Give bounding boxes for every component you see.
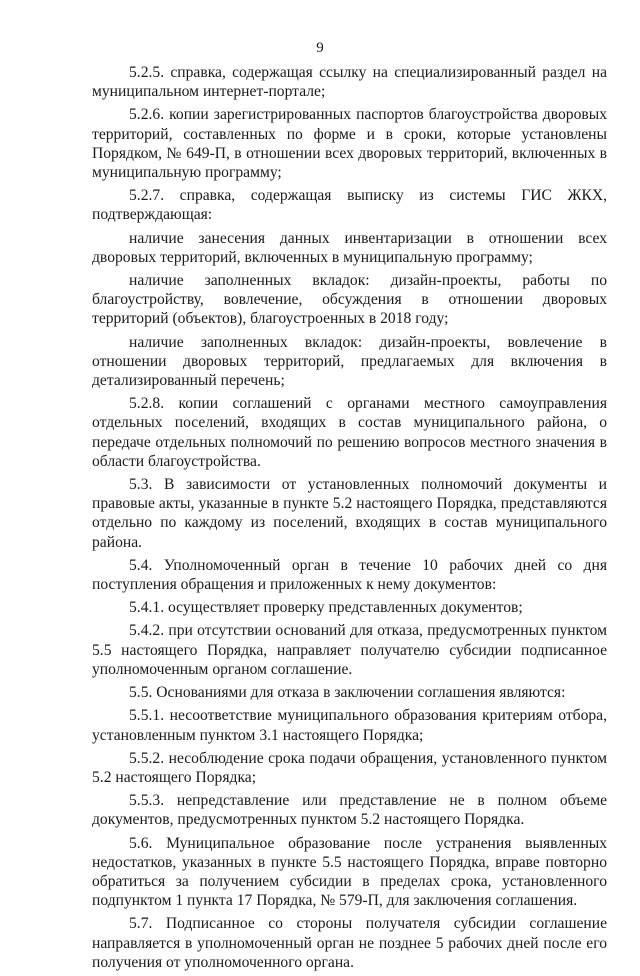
paragraph-5-2-6: 5.2.6. копии зарегистрированных паспортов благоустройства дворовых территорий, составленных по форме и в сроки, которые установлены Порядком, № 649-П, в отношении всех дворовых территорий, включенных в муниципальную программу; — [92, 106, 607, 182]
paragraph-5-2-8: 5.2.8. копии соглашений с органами местного самоуправления отдельных поселений, входящих в состав муниципального района, о передаче отдельных полномочий по решению вопросов местного значения в области благоустройства. — [92, 395, 607, 470]
paragraph-5-7: 5.7. Подписанное со стороны получателя субсидии соглашение направляется в уполномоченный орган не позднее 5 рабочих дней после его получения от уполномоченного органа. — [92, 915, 607, 971]
paragraph-5-3: 5.3. В зависимости от установленных полномочий документы и правовые акты, указанные в пункте 5.2 настоящего Порядка, представляются отдельно по каждому из поселений, входящих в состав муниципального района. — [92, 476, 607, 551]
paragraph-tabs-2018: наличие заполненных вкладок: дизайн-проекты, работы по благоустройству, вовлечение, обсуждения в отношении дворовых территорий (объектов), благоустроенных в 2018 году; — [92, 272, 607, 328]
paragraph-5-6: 5.6. Муниципальное образование после устранения выявленных недостатков, указанных в пункте 5.5 настоящего Порядка, вправе повторно обратиться за получением субсидии в пределах срока, установленного подпунктом 1 пункта 17 Порядка, № 579-П, для заключения соглашения. — [92, 834, 607, 910]
paragraph-5-4: 5.4. Уполномоченный орган в течение 10 рабочих дней со дня поступления обращения и приложенных к нему документов: — [92, 556, 607, 594]
paragraph-5-2-5: 5.2.5. справка, содержащая ссылку на специализированный раздел на муниципальном интернет-портале; — [92, 64, 607, 101]
paragraph-inventory-data: наличие занесения данных инвентаризации в отношении всех дворовых территорий, включенных в муниципальную программу; — [92, 229, 607, 266]
paragraph-5-4-2: 5.4.2. при отсутствии оснований для отказа, предусмотренных пунктом 5.5 настоящего Порядка, направляет получателю субсидии подписанное уполномоченным органом соглашение. — [92, 622, 607, 678]
page-number: 9 — [316, 40, 324, 56]
paragraph-5-4-1: 5.4.1. осуществляет проверку представленных документов; — [129, 599, 523, 617]
paragraph-tabs-detailed-list: наличие заполненных вкладок: дизайн-проекты, вовлечение в отношении дворовых территорий, предлагаемых для включения в детализированный перечень; — [92, 333, 607, 390]
paragraph-5-5-3: 5.5.3. непредставление или представление не в полном объеме документов, предусмотренных пунктом 5.2 настоящего Порядка. — [92, 792, 607, 829]
document-body — [92, 63, 607, 976]
paragraph-5-5-2: 5.5.2. несоблюдение срока подачи обращения, установленного пунктом 5.2 настоящего Порядка; — [92, 749, 607, 786]
paragraph-5-2-7: 5.2.7. справка, содержащая выписку из системы ГИС ЖКХ, подтверждающая: — [92, 187, 607, 224]
paragraph-5-5: 5.5. Основаниями для отказа в заключении соглашения являются: — [129, 684, 566, 702]
paragraph-5-5-1: 5.5.1. несоответствие муниципального образования критериям отбора, установленным пунктом 3.1 настоящего Порядка; — [92, 707, 607, 744]
